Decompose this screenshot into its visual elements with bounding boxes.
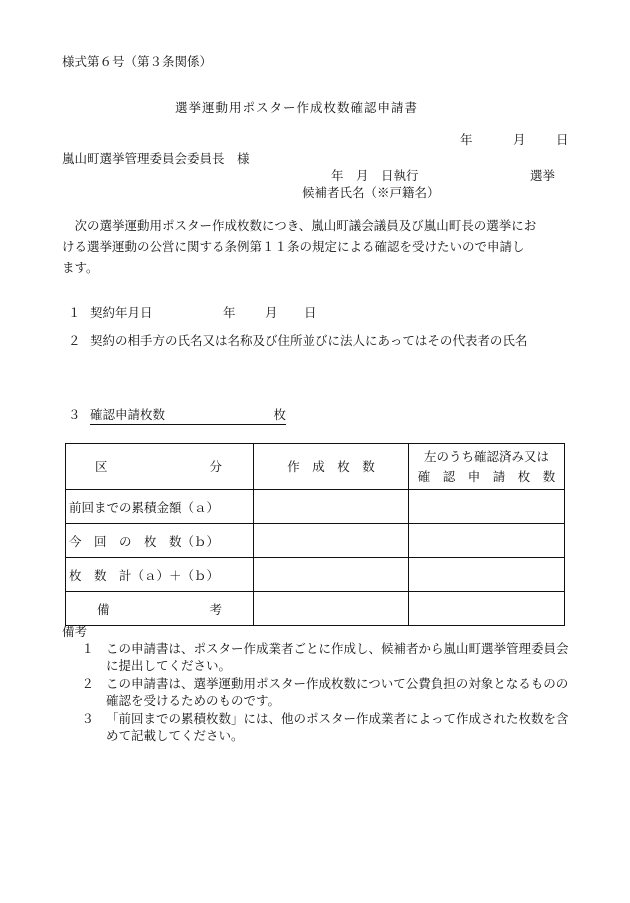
addressee: 嵐山町選挙管理委員会委員長 様 xyxy=(62,151,250,166)
cell-created-previous[interactable] xyxy=(254,490,409,524)
note-2-text: この申請書は、選挙運動用ポスター作成枚数について公費負担の対象となるものの確認を受けるためのものです。 xyxy=(106,676,569,708)
item-3-field xyxy=(90,405,286,425)
table-row xyxy=(66,490,565,524)
body-text-line-1: 次の選挙運動用ポスター作成枚数につき、嵐山町議会議員及び嵐山町長の選挙にお xyxy=(74,218,537,233)
header-created-count: 作 成 枚 数 xyxy=(254,444,409,490)
body-text-line-2: ける選挙運動の公営に関する条例第１１条の規定による確認を受けたいので申請し xyxy=(62,239,525,254)
header-category-char-1: 区 xyxy=(95,458,108,474)
list-item xyxy=(62,675,572,709)
form-number: 様式第６号（第３条関係） xyxy=(62,54,213,69)
item-2-number: ２ xyxy=(68,333,81,348)
list-item xyxy=(62,640,572,674)
cell-created-remarks[interactable] xyxy=(254,592,409,626)
header-confirmed-line-2: 確 認 申 請 枚 数 xyxy=(417,468,556,484)
item-3-number: ３ xyxy=(68,407,81,422)
cell-created-this-time[interactable] xyxy=(254,524,409,558)
row-label-previous-total: 前回までの累積金額（ａ） xyxy=(66,490,254,524)
notes-heading: 備考 xyxy=(62,624,88,639)
note-1-number: １ xyxy=(81,641,94,656)
header-confirmed-count xyxy=(409,444,565,490)
note-1-text: この申請書は、ポスター作成業者ごとに作成し、候補者から嵐山町選挙管理委員会に提出してください。 xyxy=(106,641,569,673)
election-label: 選挙 xyxy=(530,168,556,183)
header-category xyxy=(66,444,254,490)
item-1-label: 契約年月日 xyxy=(90,305,153,320)
list-item xyxy=(62,710,572,744)
row-label-remarks xyxy=(66,592,254,626)
note-3-number: ３ xyxy=(81,711,94,726)
row-label-sum: 枚 数 計（ａ）＋（ｂ） xyxy=(66,558,254,592)
item-3-unit: 枚 xyxy=(273,407,286,422)
date-day: 日 xyxy=(556,132,569,147)
date-month: 月 xyxy=(513,132,526,147)
note-2-number: ２ xyxy=(81,676,94,691)
cell-created-sum[interactable] xyxy=(254,558,409,592)
header-confirmed-line-1: 左のうち確認済み又は xyxy=(423,448,549,464)
item-3-label: 確認申請枚数 xyxy=(90,407,166,422)
table-row xyxy=(66,592,565,626)
item-2-label: 契約の相手方の氏名又は名称及び住所並びに法人にあってはその代表者の氏名 xyxy=(90,333,528,348)
item-1-year: 年 xyxy=(223,305,236,320)
item-1-month: 月 xyxy=(265,305,278,320)
table-row xyxy=(66,558,565,592)
cell-confirmed-previous[interactable] xyxy=(409,490,565,524)
election-date: 年 月 日執行 xyxy=(331,168,419,183)
cell-confirmed-this-time[interactable] xyxy=(409,524,565,558)
count-table xyxy=(65,443,565,626)
cell-confirmed-remarks[interactable] xyxy=(409,592,565,626)
item-1-day: 日 xyxy=(304,305,317,320)
body-text-line-3: ます。 xyxy=(62,260,99,275)
date-year: 年 xyxy=(460,132,473,147)
note-3-text: 「前回までの累積枚数」には、他のポスター作成業者によって作成された枚数を含めて記載してください。 xyxy=(106,711,569,743)
item-1-number: １ xyxy=(68,305,81,320)
notes-list xyxy=(62,640,572,745)
header-category-char-2: 分 xyxy=(209,458,222,474)
document-title: 選挙運動用ポスター作成枚数確認申請書 xyxy=(175,100,419,115)
table-row xyxy=(66,524,565,558)
table-header-row xyxy=(66,444,565,490)
remarks-char-2: 考 xyxy=(209,601,222,617)
candidate-name-label: 候補者氏名（※戸籍名） xyxy=(302,185,440,200)
cell-confirmed-sum[interactable] xyxy=(409,558,565,592)
remarks-char-1: 備 xyxy=(97,601,110,617)
row-label-this-time: 今 回 の 枚 数（ｂ） xyxy=(66,524,254,558)
